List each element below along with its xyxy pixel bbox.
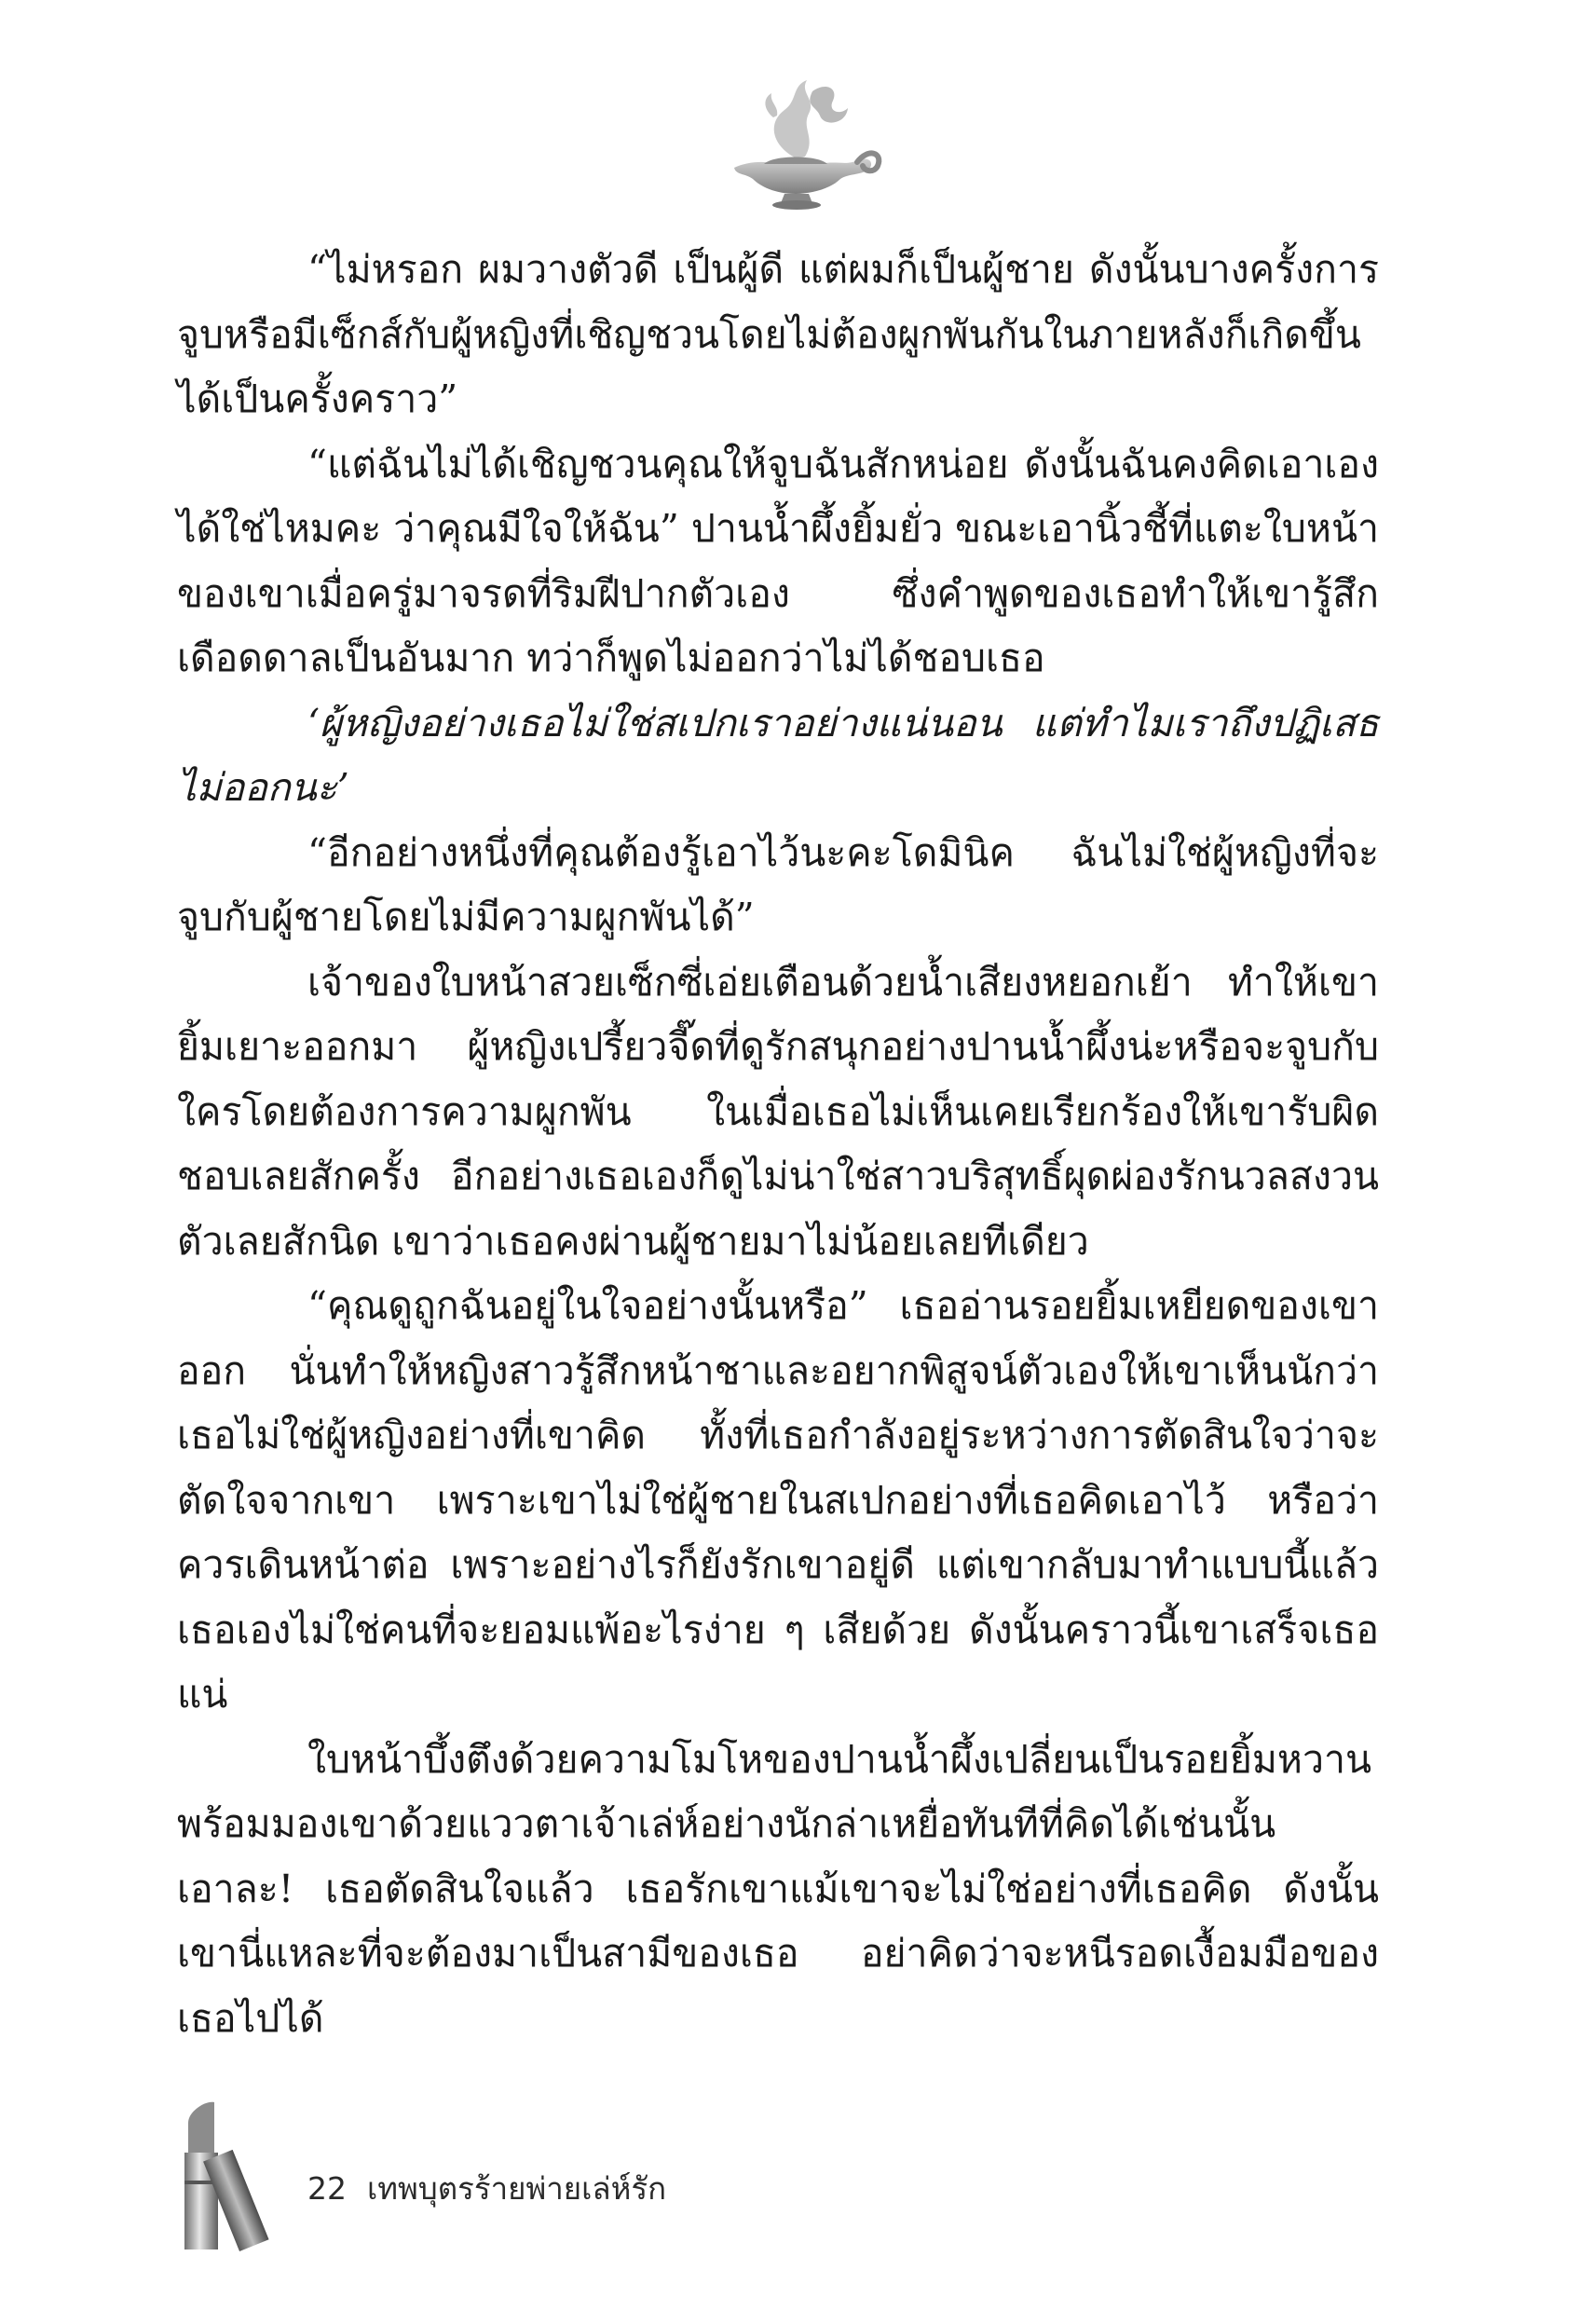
paragraph-2: “แต่ฉันไม่ได้เชิญชวนคุณให้จูบฉันสักหน่อย ดังนั้นฉันคงคิดเอาเองได้ใช่ไหมคะ ว่าคุณมีใจให้ฉัน” ปานน้ำผึ้งยิ้มยั่ว ขณะเอานิ้วชี้ที่แตะใบหน้าของเขาเมื่อครู่มาจรดที่ริมฝีปากตัวเอง ซึ่งคำพูดของเธอทำให้เขารู้สึกเดือดดาลเป็นอันมาก ทว่าก็พูดไม่ออกว่าไม่ได้ชอบเธอ: [177, 441, 1379, 680]
paragraph-7: ใบหน้าบึ้งตึงด้วยความโมโหของปานน้ำผึ้งเปลี่ยนเป็นรอยยิ้มหวาน พร้อมมองเขาด้วยแววตาเจ้าเล่ห์อย่างนักล่าเหยื่อทันทีที่คิดได้เช่นนั้น เอาละ! เธอตัดสินใจแล้ว เธอรักเขาแม้เขาจะไม่ใช่อย่างที่เธอคิด ดังนั้นเขานี่แหละที่จะต้องมาเป็นสามีของเธอ อย่าคิดว่าจะหนีรอดเงื้อมมือของเธอไปได้: [177, 1736, 1379, 2041]
book-title: เทพบุตรร้ายพ่ายเล่ห์รัก: [367, 2170, 667, 2207]
paragraph-1: “ไม่หรอก ผมวางตัวดี เป็นผู้ดี แต่ผมก็เป็นผู้ชาย ดังนั้นบางครั้งการจูบหรือมีเซ็กส์กับผู้หญิงที่เชิญชวนโดยไม่ต้องผูกพันกันในภายหลังก็เกิดขึ้นได้เป็นครั้งคราว”: [177, 247, 1379, 421]
paragraph-6: “คุณดูถูกฉันอยู่ในใจอย่างนั้นหรือ” เธออ่านรอยยิ้มเหยียดของเขาออก นั่นทำให้หญิงสาวรู้สึกหน้าชาและอยากพิสูจน์ตัวเองให้เขาเห็นนักว่าเธอไม่ใช่ผู้หญิงอย่างที่เขาคิด ทั้งที่เธอกำลังอยู่ระหว่างการตัดสินใจว่าจะตัดใจจากเขา เพราะเขาไม่ใช่ผู้ชายในสเปกอย่างที่เธอคิดเอาไว้ หรือว่าควรเดินหน้าต่อ เพราะอย่างไรก็ยังรักเขาอยู่ดี แต่เขากลับมาทำแบบนี้แล้วเธอเองไม่ใช่คนที่จะยอมแพ้อะไรง่าย ๆ เสียด้วย ดังนั้นคราวนี้เขาเสร็จเธอแน่: [177, 1283, 1379, 1716]
page-number: 22: [307, 2170, 347, 2207]
lipstick-icon: [177, 2097, 280, 2255]
paragraph-5: เจ้าของใบหน้าสวยเซ็กซี่เอ่ยเตือนด้วยน้ำเสียงหยอกเย้า ทำให้เขายิ้มเยาะออกมา ผู้หญิงเปรี้ยวจี๊ดที่ดูรักสนุกอย่างปานน้ำผึ้งน่ะหรือจะจูบกับใครโดยต้องการความผูกพัน ในเมื่อเธอไม่เห็นเคยเรียกร้องให้เขารับผิดชอบเลยสักครั้ง อีกอย่างเธอเองก็ดูไม่น่าใช่สาวบริสุทธิ์ผุดผ่องรักนวลสงวนตัวเลยสักนิด เขาว่าเธอคงผ่านผู้ชายมาไม่น้อยเลยทีเดียว: [177, 959, 1379, 1264]
page-footer: [307, 2164, 666, 2213]
chapter-body-text: [177, 238, 1379, 2051]
genie-lamp-icon: [708, 73, 885, 212]
paragraph-3-inner-thought: ‘ผู้หญิงอย่างเธอไม่ใช่สเปกเราอย่างแน่นอน แต่ทำไมเราถึงปฏิเสธไม่ออกนะ’: [177, 700, 1379, 810]
paragraph-4: “อีกอย่างหนึ่งที่คุณต้องรู้เอาไว้นะคะโดมินิค ฉันไม่ใช่ผู้หญิงที่จะจูบกับผู้ชายโดยไม่มีความผูกพันได้”: [177, 829, 1379, 939]
